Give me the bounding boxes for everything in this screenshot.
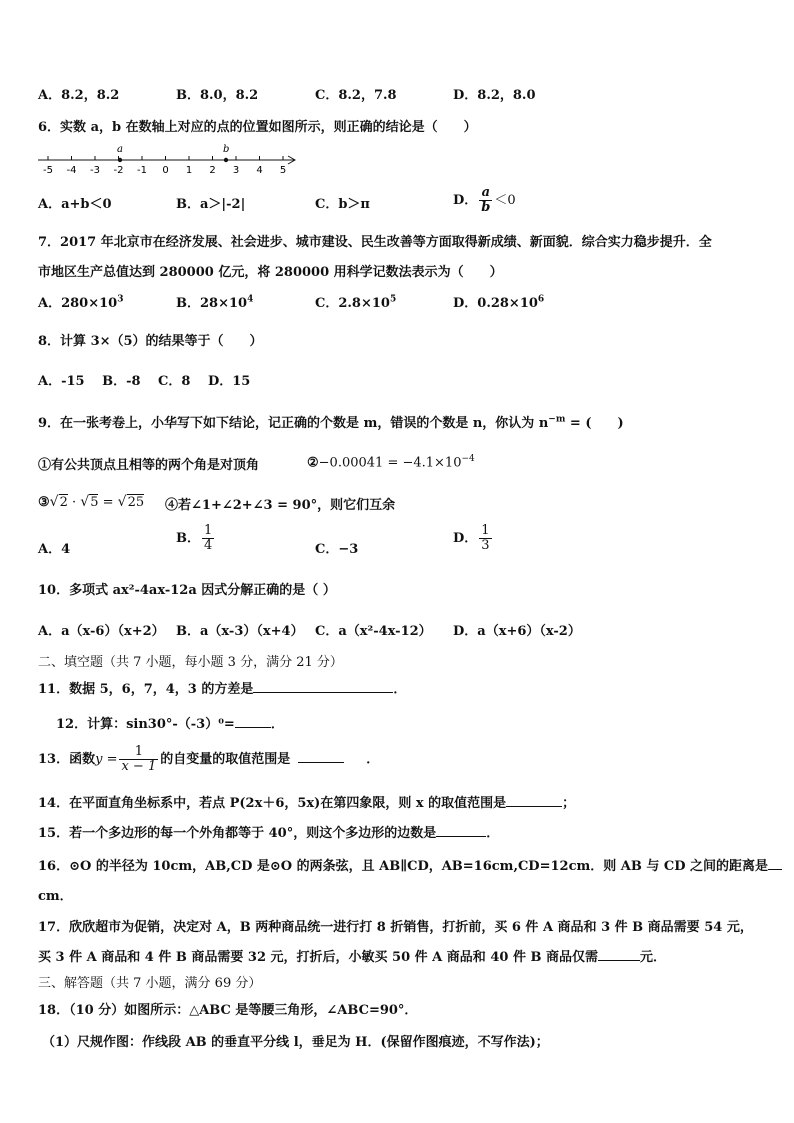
number-line-tick-label: -4 xyxy=(66,165,77,176)
q16-stem-text: 16．⊙O 的半径为 10cm，AB,CD 是⊙O 的两条弦，且 AB∥CD，AB=16cm,CD=12cm．则 AB 与 CD 之间的距离是 xyxy=(38,859,769,874)
q12-tail: ． xyxy=(270,717,284,732)
q7-option-a-base: A．280×10 xyxy=(38,296,118,311)
q6-d-numerator: a xyxy=(479,186,492,201)
q6-d-suffix: ＜0 xyxy=(494,193,516,208)
q11-answer-blank xyxy=(253,680,393,693)
q13-text: 的自变量的取值范围是 xyxy=(160,752,291,767)
q15-answer-blank xyxy=(436,824,486,837)
q9-option-d xyxy=(453,524,494,553)
number-line-tick-label: -2 xyxy=(113,165,124,176)
number-line-figure xyxy=(36,143,300,177)
number-line-tick-label: -1 xyxy=(137,165,147,176)
q5-option-a: A．8.2，8.2 xyxy=(38,88,120,103)
q9-b-denominator: 4 xyxy=(204,538,213,553)
number-line-tick-label: -5 xyxy=(43,165,53,176)
q17-stem-line2 xyxy=(38,946,666,965)
q16-answer-blank xyxy=(768,857,782,870)
q10-option-c: C．a（x²-4x-12） xyxy=(315,624,432,639)
q9-sqrt-25: 25 xyxy=(127,495,145,510)
q6-option-a: A．a+b＜0 xyxy=(38,197,112,212)
q13-prefix: 13．函数 xyxy=(38,752,96,767)
point-b-dot xyxy=(224,158,228,162)
point-b-label: b xyxy=(223,144,230,155)
q9-stem-text: 9．在一张考卷上，小华写下如下结论，记正确的个数是 m，错误的个数是 n，你认为 n xyxy=(38,416,549,431)
q9-b-numerator: 1 xyxy=(204,523,213,538)
q9-stem xyxy=(38,412,624,431)
q16-stem-line2: cm． xyxy=(38,889,73,904)
q12-stem-text: 12．计算：sin30°-（-3）⁰= xyxy=(56,717,235,732)
point-a-label: a xyxy=(117,144,123,155)
q9-option-c: C．−3 xyxy=(315,542,359,557)
q12-stem xyxy=(56,713,284,732)
q9-statement-2-text: −0.00041 = −4.1×10 xyxy=(318,455,462,471)
q7-option-a xyxy=(38,292,123,311)
q9-d-denominator: 3 xyxy=(481,538,490,553)
number-line-tick-label: 4 xyxy=(256,165,263,176)
q10-option-a: A．a（x-6）（x+2） xyxy=(38,624,165,639)
q14-stem xyxy=(38,792,575,811)
q9-option-d-prefix: D． xyxy=(453,531,478,546)
q9-option-b xyxy=(176,524,216,553)
number-line-tick-label: 0 xyxy=(162,165,169,176)
q7-option-a-exp: 3 xyxy=(117,294,124,305)
q12-answer-blank xyxy=(235,715,271,728)
q17-tail: 元． xyxy=(639,950,666,965)
q13-stem xyxy=(38,745,379,774)
q15-stem xyxy=(38,822,499,841)
q14-stem-text: 14．在平面直角坐标系中，若点 P(2x＋6，5x)在第四象限，则 x 的取值范围是 xyxy=(38,796,507,811)
number-line-tick-label: 1 xyxy=(185,165,193,176)
q7-option-d-exp: 6 xyxy=(537,294,545,305)
q10-stem: 10．多项式 ax²-4ax-12a 因式分解正确的是（ ） xyxy=(38,583,336,598)
q11-tail: ． xyxy=(393,682,407,697)
q8-stem: 8．计算 3×（5）的结果等于（ ） xyxy=(38,334,263,349)
q9-statement-2-exp: −4 xyxy=(461,454,475,464)
q16-stem-line1 xyxy=(38,855,782,874)
q7-option-b-base: B．28×10 xyxy=(176,296,248,311)
q18-stem: 18．（10 分）如图所示：△ABC 是等腰三角形，∠ABC=90°． xyxy=(38,1003,418,1018)
q9-sqrt-5: 5 xyxy=(90,495,99,510)
q9-statement-2-marker: ② xyxy=(307,455,319,471)
q13-denominator: x − 1 xyxy=(121,759,157,774)
q14-answer-blank xyxy=(506,794,562,807)
q7-stem-line2: 市地区生产总值达到 280000 亿元，将 280000 用科学记数法表示为（ ） xyxy=(38,265,503,280)
q6-option-d-prefix: D． xyxy=(453,193,478,208)
q9-statement-1: ①有公共顶点且相等的两个角是对顶角 xyxy=(38,458,260,473)
number-line-tick-label: -3 xyxy=(90,165,100,176)
number-line-tick-label: 2 xyxy=(209,165,216,176)
q6-option-c: C．b＞π xyxy=(315,197,370,212)
q9-option-a: A．4 xyxy=(38,542,71,557)
q13-answer-blank xyxy=(298,750,344,763)
q17-stem-text: 买 3 件 A 商品和 4 件 B 商品需要 32 元，打折后，小敏买 50 件 A 商品和 40 件 B 商品仅需 xyxy=(38,950,598,965)
q5-option-b: B．8.0，8.2 xyxy=(176,88,259,103)
q5-option-c: C．8.2，7.8 xyxy=(315,88,397,103)
q7-option-c-exp: 5 xyxy=(389,294,397,305)
q13-tail: ． xyxy=(366,752,380,767)
q7-option-c-base: C．2.8×10 xyxy=(315,296,390,311)
number-line-tick-label: 5 xyxy=(279,165,287,176)
q18-part-1: （1）尺规作图：作线段 AB 的垂直平分线 l，垂足为 H．(保留作图痕迹，不写作法)； xyxy=(42,1035,549,1050)
q6-stem: 6．实数 a，b 在数轴上对应的点的位置如图所示，则正确的结论是（ ） xyxy=(38,120,477,135)
q11-stem xyxy=(38,678,406,697)
q5-option-d: D．8.2，8.0 xyxy=(453,88,536,103)
q6-option-d xyxy=(453,186,516,215)
q7-option-c xyxy=(315,292,396,311)
q13-numerator: 1 xyxy=(119,745,158,760)
q9-stem-tail: = ( ) xyxy=(565,416,624,431)
q9-stem-exponent: −m xyxy=(548,414,566,425)
q14-tail: ； xyxy=(562,796,576,811)
q7-option-d-base: D．0.28×10 xyxy=(453,296,538,311)
q10-option-d: D．a（x+6）（x-2） xyxy=(453,624,581,639)
q7-option-b-exp: 4 xyxy=(247,294,254,305)
q11-stem-text: 11．数据 5，6，7，4，3 的方差是 xyxy=(38,682,254,697)
q7-option-b xyxy=(176,292,253,311)
q15-stem-text: 15．若一个多边形的每一个外角都等于 40°，则这个多边形的边数是 xyxy=(38,826,437,841)
q9-statement-2 xyxy=(307,454,475,470)
q9-statement-4: ④若∠1+∠2+∠3 = 90°，则它们互余 xyxy=(165,498,396,513)
q17-answer-blank xyxy=(598,948,640,961)
number-line-tick-label: 3 xyxy=(232,165,240,176)
q7-stem-line1: 7．2017 年北京市在经济发展、社会进步、城市建设、民生改善等方面取得新成绩、新面貌．综合实力稳步提升．全 xyxy=(38,235,712,250)
q8-options: A．-15 B．-8 C．8 D．15 xyxy=(38,374,251,389)
q9-d-numerator: 1 xyxy=(481,523,490,538)
q9-option-b-prefix: B． xyxy=(176,531,200,546)
q6-d-denominator: b xyxy=(481,200,491,215)
point-a-dot xyxy=(118,158,122,162)
q6-option-b: B．a＞|-2| xyxy=(176,197,246,212)
q9-statement-3-marker: ③ xyxy=(38,495,50,510)
q9-statement-3: ③√2 · √5 = √25 xyxy=(38,494,145,510)
q13-function-name: y = xyxy=(95,752,118,767)
section-2-heading: 二、填空题（共 7 小题，每小题 3 分，满分 21 分） xyxy=(38,655,343,670)
q7-option-d xyxy=(453,292,544,311)
q10-option-b: B．a（x-3）（x+4） xyxy=(176,624,304,639)
q9-sqrt-2: 2 xyxy=(59,495,68,510)
q17-stem-line1: 17．欣欣超市为促销，决定对 A，B 两种商品统一进行打 8 折销售，打折前，买 6 件 A 商品和 3 件 B 商品需要 54 元， xyxy=(38,920,753,935)
section-3-heading: 三、解答题（共 7 小题，满分 69 分） xyxy=(38,976,262,991)
q15-tail: ． xyxy=(486,826,500,841)
